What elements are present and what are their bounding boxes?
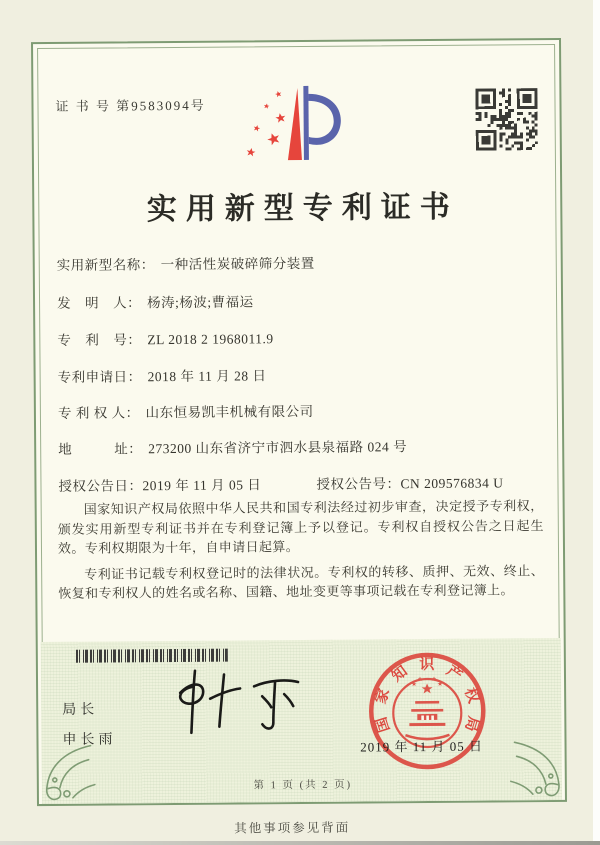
field-label: 地 址： (58, 441, 143, 457)
scan-edge-bottom (0, 841, 600, 845)
cnipa-logo-icon (242, 82, 353, 168)
field-label: 发 明 人： (56, 295, 142, 311)
grant-date: 2019 年 11 月 05 日 (142, 477, 262, 494)
field-value: 杨涛;杨波;曹福运 (146, 294, 254, 311)
field-value: 山东恒易凯丰机械有限公司 (145, 403, 314, 421)
director-name: 申长雨 (62, 730, 117, 747)
seal-char: 国 (373, 714, 394, 734)
corner-flourish-right-icon (508, 736, 573, 801)
grant-row (58, 471, 544, 495)
field-label: 实用新型名称： (56, 257, 155, 273)
grant-no: CN 209576834 U (400, 475, 504, 492)
field-value: 273200 山东省济宁市泗水县泉福路 024 号 (148, 439, 408, 457)
page-number: 第 1 页 (共 2 页) (253, 779, 353, 792)
barcode (76, 649, 228, 663)
field-value: 2018 年 11 月 28 日 (147, 368, 267, 385)
director-signature (162, 664, 313, 740)
grant-no-label: 授权公告号： (316, 476, 401, 492)
grant-date-label: 授权公告日： (58, 478, 143, 494)
field-value: ZL 2018 2 1968011.9 (147, 331, 274, 348)
seal-char: 局 (461, 714, 482, 734)
field-utility-model-name (57, 252, 315, 274)
field-inventors (57, 290, 254, 312)
legal-paragraph-1: 国家知识产权局依照中华人民共和国专利法经过初步审查，决定授予专利权，颁发实用新型专利证书并在专利登记簿上予以登记。专利权自授权公告之日起生效。专利权期限为十年，自申请日起算。 (57, 498, 544, 556)
field-label: 专 利 号： (57, 332, 142, 348)
certificate-title: 实用新型专利证书 (146, 190, 459, 227)
seal-char: 家 (373, 686, 394, 707)
seal-date: 2019 年 11 月 05 日 (360, 738, 483, 755)
seal-char: 识 (419, 656, 435, 674)
field-address (58, 435, 407, 458)
field-application-date (58, 364, 267, 386)
field-label: 专 利 权 人： (57, 405, 140, 421)
seal-char: 知 (389, 663, 411, 686)
legal-text (58, 496, 545, 603)
scan-edge-right (593, 0, 600, 845)
director-title: 局长 (62, 700, 99, 717)
field-value: 一种活性炭破碎筛分装置 (160, 255, 315, 273)
back-side-note: 其他事项参见背面 (234, 820, 351, 836)
corner-flourish-left-icon (32, 740, 97, 805)
qr-code (475, 88, 537, 150)
seal-char: 产 (443, 662, 465, 685)
field-patent-number (57, 327, 273, 349)
field-label: 专利申请日： (57, 369, 142, 385)
certificate-number: 证 书 号 第9583094号 (55, 97, 206, 114)
field-patentee (58, 400, 314, 422)
seal-char: 权 (461, 685, 482, 706)
legal-paragraph-2: 专利证书记载专利权登记时的法律状况。专利权的转移、质押、无效、终止、恢复和专利权人的姓名或名称、国籍、地址变更等事项记载在专利登记簿上。 (58, 562, 545, 601)
